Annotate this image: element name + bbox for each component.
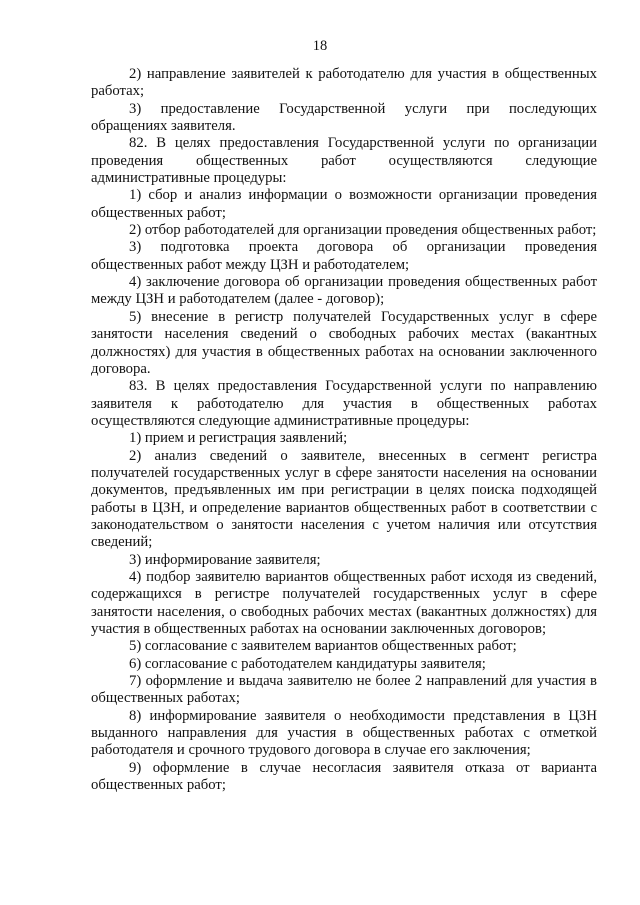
paragraph: 2) отбор работодателей для организации проведения общественных работ; — [129, 222, 597, 239]
paragraph: 3) подготовка проекта договора об организации проведения общественных работ между ЦЗН и работодателем; — [91, 239, 597, 273]
paragraph: 5) внесение в регистр получателей Государственных услуг в сфере занятости населения сведений о свободных рабочих местах (вакантных должностях) для участия в общественных работах на основании заключенного договора. — [91, 308, 597, 377]
paragraph: 7) оформление и выдача заявителю не более 2 направлений для участия в общественных работах; — [91, 673, 597, 707]
paragraph: 83. В целях предоставления Государственной услуги по направлению заявителя к работодателю для участия в общественных работах осуществляются следующие административные процедуры: — [91, 378, 597, 429]
paragraph: 2) анализ сведений о заявителе, внесенных в сегмент регистра получателей государственных услуг в сфере занятости населения на основании документов, предъявленных им при регистрации в целях поиска подходящей работы в ЦЗН, и определение вариантов общественных работ в соответствии с законодательством о занятости населения с учетом наличия или отсутствия сведений; — [91, 447, 597, 551]
paragraph: 1) прием и регистрация заявлений; — [129, 430, 348, 447]
paragraph: 8) информирование заявителя о необходимости представления в ЦЗН выданного направления для участия в общественных работах с отметкой работодателя и срочного трудового договора в случае его заключения; — [91, 707, 597, 759]
page-number: 18 — [312, 38, 328, 54]
document-body — [91, 66, 597, 794]
paragraph: 9) оформление в случае несогласия заявителя отказа от варианта общественных работ; — [91, 759, 597, 794]
paragraph: 4) подбор заявителю вариантов общественных работ исходя из сведений, содержащихся в регистре получателей государственных услуг в сфере занятости населения, о свободных рабочих местах (вакантных должностях) для участия в общественных работах на основании заключенных договоров; — [91, 568, 597, 637]
paragraph: 3) информирование заявителя; — [129, 551, 321, 568]
paragraph: 6) согласование с работодателем кандидатуры заявителя; — [129, 655, 486, 672]
paragraph: 82. В целях предоставления Государственной услуги по организации проведения общественных работ осуществляются следующие административные процедуры: — [91, 135, 597, 187]
paragraph: 1) сбор и анализ информации о возможности организации проведения общественных работ; — [91, 187, 597, 221]
paragraph: 4) заключение договора об организации проведения общественных работ между ЦЗН и работодателем (далее - договор); — [91, 274, 597, 308]
paragraph: 5) согласование с заявителем вариантов общественных работ; — [129, 638, 517, 655]
paragraph: 2) направление заявителей к работодателю для участия в общественных работах; — [91, 66, 597, 100]
paragraph: 3) предоставление Государственной услуги при последующих обращениях заявителя. — [91, 100, 597, 135]
